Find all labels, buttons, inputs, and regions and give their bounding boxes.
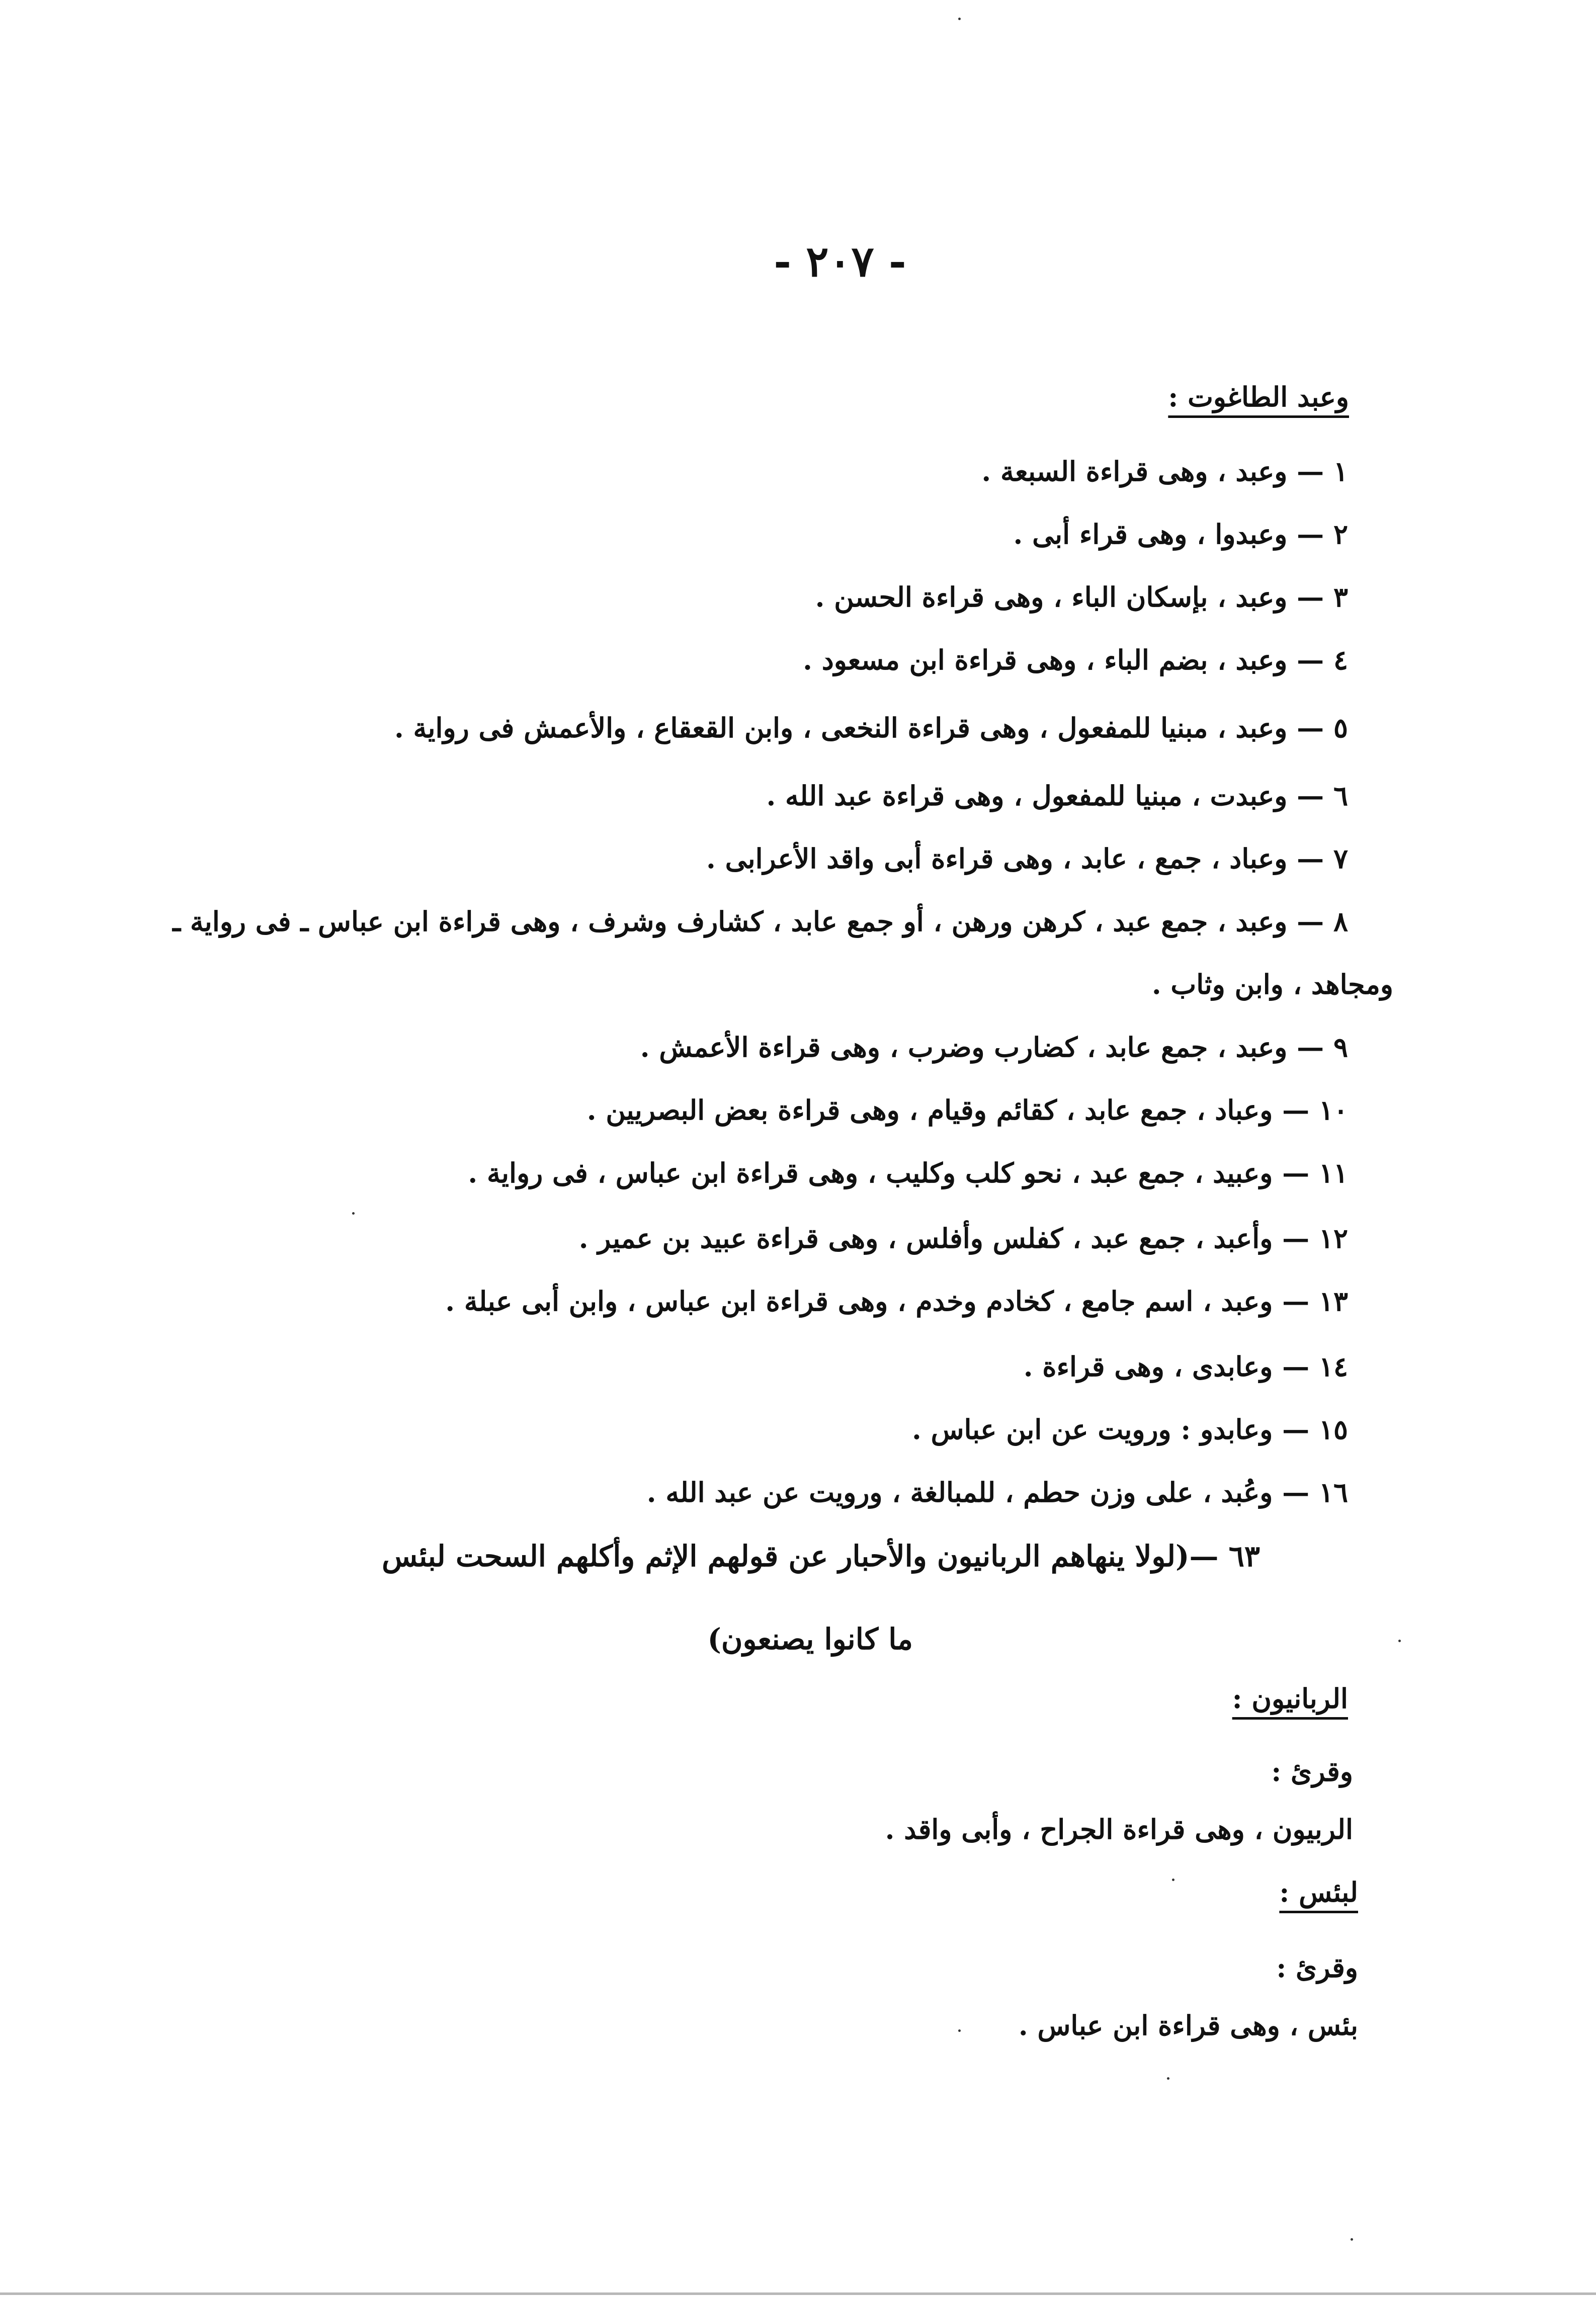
reading-item-9: ٩ — وعبد ، جمع عابد ، كضارب وضرب ، وهى قراءة الأعمش . xyxy=(640,1031,1348,1063)
reading-item-4: ٤ — وعبد ، بضم الباء ، وهى قراءة ابن مسعود . xyxy=(803,644,1348,676)
scan-speck xyxy=(1351,2238,1353,2241)
reading-item-16: ١٦ — وعُبد ، على وزن حطم ، للمبالغة ، ورويت عن عبد الله . xyxy=(646,1476,1348,1508)
reading-item-12: ١٢ — وأعبد ، جمع عبد ، كفلس وأفلس ، وهى قراءة عبيد بن عمير . xyxy=(578,1222,1348,1254)
reading-item-8: ٨ — وعبد ، جمع عبد ، كرهن ورهن ، أو جمع عابد ، كشارف وشرف ، وهى قراءة ابن عباس ـ فى رواية ـ xyxy=(173,905,1348,938)
reading-item-11: ١١ — وعبيد ، جمع عبد ، نحو كلب وكليب ، وهى قراءة ابن عباس ، فى رواية . xyxy=(468,1157,1348,1189)
page-number: - ٢٠٧ - xyxy=(774,236,906,286)
scan-speck xyxy=(1398,1640,1401,1642)
section2-reading: الربيون ، وهى قراءة الجراح ، وأبى واقد . xyxy=(885,1813,1353,1845)
section-heading-rabbaniyyun: الربانيون : xyxy=(1232,1682,1348,1715)
reading-item-14: ١٤ — وعابدى ، وهى قراءة . xyxy=(1023,1350,1348,1383)
verse-line-1: ٦٣ —(لولا ينهاهم الربانيون والأحبار عن قولهم الإثم وأكلهم السحت لبئس xyxy=(382,1539,1260,1573)
scan-speck xyxy=(1167,2077,1169,2080)
scan-speck xyxy=(958,18,961,20)
section3-reading: بئس ، وهى قراءة ابن عباس . xyxy=(1018,2009,1358,2041)
section2-read-label: وقرئ : xyxy=(1271,1755,1353,1788)
section3-read-label: وقرئ : xyxy=(1276,1951,1358,1984)
reading-item-15: ١٥ — وعابدو : ورويت عن ابن عباس . xyxy=(912,1413,1348,1445)
scan-speck xyxy=(1172,1879,1174,1881)
verse-line-2: ما كانوا يصنعون) xyxy=(707,1622,913,1656)
bottom-rule xyxy=(0,2292,1596,2295)
reading-item-13: ١٣ — وعبد ، اسم جامع ، كخادم وخدم ، وهى قراءة ابن عباس ، وابن أبى عبلة . xyxy=(445,1285,1348,1317)
reading-item-6: ٦ — وعبدت ، مبنيا للمفعول ، وهى قراءة عبد الله . xyxy=(766,780,1348,812)
reading-item-5: ٥ — وعبد ، مبنيا للمفعول ، وهى قراءة النخعى ، وابن القعقاع ، والأعمش فى رواية . xyxy=(394,712,1348,744)
reading-item-3: ٣ — وعبد ، بإسكان الباء ، وهى قراءة الحسن . xyxy=(815,581,1348,613)
reading-item-10: ١٠ — وعباد ، جمع عابد ، كقائم وقيام ، وهى قراءة بعض البصريين . xyxy=(586,1094,1348,1126)
reading-item-1: ١ — وعبد ، وهى قراءة السبعة . xyxy=(981,455,1348,487)
scan-speck xyxy=(958,2029,961,2032)
reading-item-7: ٧ — وعباد ، جمع ، عابد ، وهى قراءة أبى واقد الأعرابى . xyxy=(706,842,1348,875)
section-heading-taghut: وعبد الطاغوت : xyxy=(1168,381,1349,413)
scan-speck xyxy=(352,1212,355,1215)
reading-item-8-continued: ومجاهد ، وابن وثاب . xyxy=(1151,968,1393,1000)
reading-item-2: ٢ — وعبدوا ، وهى قراء أبى . xyxy=(1013,518,1348,550)
section-heading-labisa: لبئس : xyxy=(1279,1876,1358,1908)
